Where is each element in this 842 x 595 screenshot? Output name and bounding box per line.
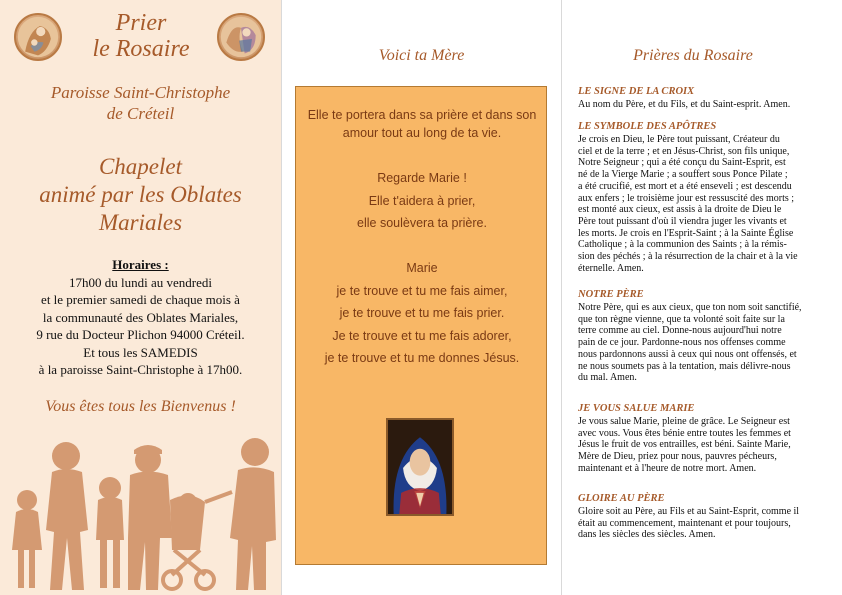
prayer-line: éternelle. Amen. — [578, 262, 644, 274]
prayer-line: terre comme au ciel. Donne-nous aujourd'hui notre — [578, 325, 782, 337]
prayer-line: Père tout puissant d'où il viendra juger les vivants et — [578, 215, 787, 227]
prayer-line: Mère de Dieu, priez pour nous, pauvres pécheurs, — [578, 451, 777, 463]
schedule-line: la communauté des Oblates Mariales, — [42, 309, 239, 325]
prayer-line: dans les siècles des siècles. Amen. — [578, 529, 716, 541]
prayer-glory-be — [578, 493, 826, 541]
prayer-heading: JE VOUS SALUE MARIE — [578, 403, 695, 414]
prayer-line: Au nom du Père, et du Fils, et du Saint-esprit. Amen. — [578, 99, 791, 110]
prayer-line: maintenant et à l'heure de notre mort. Amen. — [578, 462, 757, 474]
prayer-line: du mal. Amen. — [578, 372, 637, 384]
prayer-line: sion des péchés ; à la résurrection de la chair et à la vie — [578, 251, 798, 263]
chapelet-line-1: Chapelet — [98, 154, 183, 179]
prayer-line: nous pardonnons aussi à ceux qui nous ont offensés, et — [578, 348, 797, 360]
brochure-title — [72, 10, 210, 62]
prayer-heading: NOTRE PÈRE — [578, 289, 644, 300]
prayer-line: Je vous salue Marie, pleine de grâce. Le Seigneur est — [578, 416, 790, 427]
prayer-line: a été crucifié, est mort et a été enseveli ; est descendu — [578, 180, 792, 192]
intro-line: amour tout au long de ta vie. — [342, 125, 502, 140]
mary-panel — [282, 0, 561, 595]
schedule-line: Et tous les SAMEDIS — [83, 344, 198, 360]
meditation-box — [295, 86, 547, 565]
parish-line-1: Paroisse Saint-Christophe — [50, 83, 231, 102]
welcome-text: Vous êtes tous les Bienvenus ! — [45, 398, 236, 415]
schedule-line: et le premier samedi de chaque mois à — [41, 292, 240, 307]
schedule-block — [0, 256, 281, 379]
prayer-line: Gloire soit au Père, au Fils et au Saint-Esprit, comme il — [578, 506, 800, 517]
prayer-heading: LE SIGNE DE LA CROIX — [578, 86, 695, 97]
parish-line-2: de Créteil — [106, 104, 175, 123]
verse-line: Je te trouve et tu me fais adorer, — [332, 328, 512, 343]
cover-panel — [0, 0, 281, 595]
intro-line: Elle te portera dans sa prière et dans son — [307, 108, 537, 122]
regarde-verse — [296, 167, 548, 235]
prayers-panel-title: Prières du Rosaire — [633, 47, 753, 64]
marie-verse — [296, 257, 548, 370]
prayer-sign-of-cross — [578, 86, 826, 111]
prayer-heading: LE SYMBOLE DES APÔTRES — [578, 121, 717, 132]
angel-medallion-icon — [217, 13, 265, 61]
prayer-line: les morts. Je crois en l'Esprit-Saint ; à la Sainte Église — [578, 227, 794, 239]
chapelet-line-3: Mariales — [98, 210, 183, 235]
prayer-line: Je crois en Dieu, le Père tout puissant, Créateur du — [578, 134, 780, 145]
prayer-apostles-creed — [578, 121, 826, 274]
chapelet-heading — [0, 153, 281, 237]
prayer-line: Jésus le fruit de vos entrailles, est béni. Sainte Marie, — [578, 439, 791, 451]
prayer-line: avec vous. Vous êtes bénie entre toutes les femmes et — [578, 427, 791, 439]
schedule-line: 9 rue du Docteur Plichon 94000 Créteil. — [36, 327, 245, 342]
praying-virgin-painting — [386, 418, 454, 516]
prayer-line: que ton règne vienne, que ta volonté soit faite sur la — [578, 313, 785, 325]
family-silhouette-illustration — [0, 430, 281, 595]
mary-panel-title: Voici ta Mère — [378, 47, 465, 64]
verse-line: elle soulèvera ta prière. — [357, 216, 487, 230]
verse-line: Regarde Marie ! — [377, 171, 467, 185]
prayer-line: est monté aux cieux, est assis à la droite de Dieu le — [578, 204, 782, 216]
meditation-intro — [304, 107, 540, 142]
prayer-line: Notre Seigneur ; qui a été conçu du Saint-Esprit, est — [578, 157, 786, 169]
schedule-line: 17h00 du lundi au vendredi — [69, 274, 212, 290]
madonna-medallion-icon — [14, 13, 62, 61]
prayer-line: aux enfers ; le troisième jour est ressuscité des morts ; — [578, 192, 795, 204]
verse-line: je te trouve et tu me fais aimer, — [336, 283, 508, 298]
verse-line: Marie — [406, 261, 438, 275]
prayer-hail-mary — [578, 403, 826, 475]
schedule-line: à la paroisse Saint-Christophe à 17h00. — [38, 362, 243, 377]
verse-line: je te trouve et tu me donnes Jésus. — [324, 351, 520, 365]
prayer-line: ciel et de la terre ; et en Jésus-Christ, son fils unique, — [578, 145, 790, 157]
schedule-title: Horaires : — [112, 257, 169, 272]
prayer-line: pain de ce jour. Pardonne-nous nos offenses comme — [578, 337, 786, 349]
prayer-our-father — [578, 289, 826, 384]
parish-name — [0, 82, 281, 124]
title-line-2: le Rosaire — [92, 36, 190, 62]
title-line-1: Prier — [115, 10, 167, 36]
prayer-line: Catholique ; à la communion des Saints ; à la rémis- — [578, 239, 787, 251]
chapelet-line-2: animé par les Oblates — [39, 182, 242, 207]
prayer-line: né de la Vierge Marie ; a souffert sous Ponce Pilate ; — [578, 169, 788, 181]
verse-line: Elle t'aidera à prier, — [368, 193, 476, 208]
prayer-heading: GLOIRE AU PÈRE — [578, 493, 665, 504]
prayer-line: ne nous soumets pas à la tentation, mais délivre-nous — [578, 360, 791, 372]
prayer-line: Notre Père, qui es aux cieux, que ton nom soit sanctifié, — [578, 302, 802, 313]
prayer-line: était au commencement, maintenant et pour toujours, — [578, 517, 791, 529]
prayers-panel — [562, 0, 842, 595]
verse-line: je te trouve et tu me fais prier. — [339, 306, 505, 320]
